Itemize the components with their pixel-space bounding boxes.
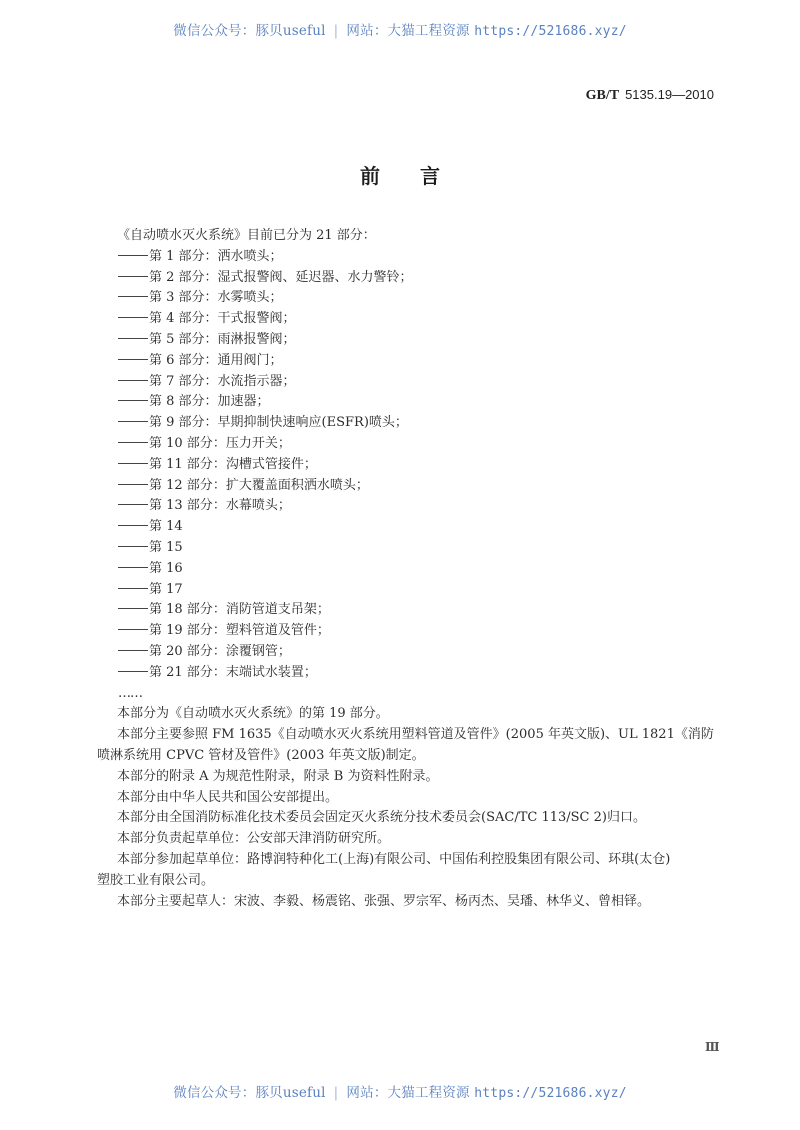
part-title: ：塑料管道及管件； bbox=[212, 623, 330, 639]
part-list-item bbox=[0, 434, 800, 455]
part-number: 第 18 部分 bbox=[149, 602, 213, 618]
part-title: ：雨淋报警阀； bbox=[204, 331, 296, 347]
watermark-url[interactable]: https://521686.xyz/ bbox=[474, 1086, 627, 1101]
part-title: ：通用阀门； bbox=[204, 352, 283, 368]
part-title: ：扩大覆盖面积洒水喷头； bbox=[212, 477, 369, 493]
page-number: Ⅲ bbox=[705, 1040, 720, 1054]
part-list-item-redacted bbox=[0, 580, 800, 601]
em-dash bbox=[118, 504, 148, 505]
part-list-item bbox=[0, 372, 800, 393]
part-list-item bbox=[0, 621, 800, 642]
em-dash bbox=[118, 317, 148, 318]
em-dash bbox=[118, 463, 148, 464]
part-number: 第 21 部分 bbox=[149, 664, 213, 680]
paragraph-participating-drafters: 本部分参加起草单位：路博润特种化工(上海)有限公司、中国佑利控股集团有限公司、环琪(太仓) bbox=[117, 851, 671, 867]
em-dash bbox=[118, 546, 148, 547]
watermark-site-label: 网站：大猫工程资源 bbox=[346, 1085, 470, 1101]
part-list-item bbox=[0, 455, 800, 476]
em-dash bbox=[118, 442, 148, 443]
em-dash bbox=[118, 671, 148, 672]
part-list-item bbox=[0, 600, 800, 621]
em-dash bbox=[118, 276, 148, 277]
part-number: 第 3 部分 bbox=[149, 290, 205, 306]
part-list-item bbox=[0, 330, 800, 351]
part-list-item-redacted bbox=[0, 517, 800, 538]
paragraph-committee: 本部分由全国消防标准化技术委员会固定灭火系统分技术委员会(SAC/TC 113/SC 2)归口。 bbox=[117, 810, 646, 826]
part-number: 第 1 部分 bbox=[149, 248, 205, 264]
em-dash bbox=[118, 400, 148, 401]
watermark-separator: | bbox=[333, 23, 339, 39]
em-dash bbox=[118, 650, 148, 651]
watermark-bottom bbox=[0, 1081, 800, 1101]
page-title: 前言 bbox=[360, 164, 480, 188]
watermark-site-label: 网站：大猫工程资源 bbox=[346, 23, 470, 39]
part-number: 第 16 bbox=[149, 560, 183, 576]
list-ellipsis: …… bbox=[118, 685, 142, 701]
part-number: 第 15 bbox=[149, 539, 183, 555]
part-title: ：压力开关； bbox=[212, 435, 291, 451]
part-list-item bbox=[0, 663, 800, 684]
part-list-item bbox=[0, 392, 800, 413]
em-dash bbox=[118, 588, 148, 589]
em-dash bbox=[118, 338, 148, 339]
part-number: 第 5 部分 bbox=[149, 331, 205, 347]
em-dash bbox=[118, 484, 148, 485]
part-title: ：湿式报警阀、延迟器、水力警铃； bbox=[204, 269, 413, 285]
document-body bbox=[0, 226, 800, 912]
em-dash bbox=[118, 629, 148, 630]
part-list-item bbox=[0, 268, 800, 289]
watermark-url[interactable]: https://521686.xyz/ bbox=[474, 24, 627, 39]
part-list-item bbox=[0, 247, 800, 268]
em-dash bbox=[118, 525, 148, 526]
part-number: 第 8 部分 bbox=[149, 394, 205, 410]
part-list-item bbox=[0, 496, 800, 517]
part-title: ：消防管道支吊架； bbox=[212, 602, 330, 618]
watermark-separator: | bbox=[333, 1085, 339, 1101]
part-number: 第 14 bbox=[149, 519, 183, 535]
part-title: ：水幕喷头； bbox=[212, 498, 291, 514]
paragraph-references-cont: 喷淋系统用 CPVC 管材及管件》(2003 年英文版)制定。 bbox=[97, 747, 425, 763]
paragraph-proposer: 本部分由中华人民共和国公安部提出。 bbox=[117, 789, 339, 805]
paragraph-part-number: 本部分为《自动喷水灭火系统》的第 19 部分。 bbox=[117, 706, 389, 722]
part-title: ：干式报警阀； bbox=[204, 311, 296, 327]
part-number: 第 12 部分 bbox=[149, 477, 213, 493]
part-title: ：涂覆钢管； bbox=[212, 643, 291, 659]
part-title: ：水雾喷头； bbox=[204, 290, 283, 306]
part-list-item-redacted bbox=[0, 559, 800, 580]
em-dash bbox=[118, 296, 148, 297]
em-dash bbox=[118, 567, 148, 568]
part-title: ：沟槽式管接件； bbox=[212, 456, 317, 472]
paragraph-references: 本部分主要参照 FM 1635《自动喷水灭火系统用塑料管道及管件》(2005 年英文版)、UL 1821《消防 bbox=[117, 727, 714, 743]
em-dash bbox=[118, 608, 148, 609]
paragraph-appendix: 本部分的附录 A 为规范性附录，附录 B 为资料性附录。 bbox=[117, 768, 439, 784]
part-title: ：末端试水装置； bbox=[212, 664, 317, 680]
em-dash bbox=[118, 255, 148, 256]
part-number: 第 13 部分 bbox=[149, 498, 213, 514]
standard-code bbox=[586, 87, 714, 104]
part-number: 第 7 部分 bbox=[149, 373, 205, 389]
watermark-top bbox=[0, 19, 800, 39]
part-number: 第 11 部分 bbox=[149, 456, 213, 472]
standard-number: 5135.19—2010 bbox=[625, 87, 714, 102]
em-dash bbox=[118, 359, 148, 360]
part-list-item bbox=[0, 413, 800, 434]
part-number: 第 2 部分 bbox=[149, 269, 205, 285]
part-title: ：洒水喷头； bbox=[204, 248, 283, 264]
part-number: 第 9 部分 bbox=[149, 415, 205, 431]
part-number: 第 20 部分 bbox=[149, 643, 213, 659]
paragraph-participating-drafters-cont: 塑胶工业有限公司。 bbox=[97, 872, 215, 888]
part-list-item bbox=[0, 476, 800, 497]
paragraph-lead-drafter: 本部分负责起草单位：公安部天津消防研究所。 bbox=[117, 831, 391, 847]
part-title: ：水流指示器； bbox=[204, 373, 296, 389]
part-number: 第 4 部分 bbox=[149, 311, 205, 327]
part-number: 第 17 bbox=[149, 581, 183, 597]
part-number: 第 6 部分 bbox=[149, 352, 205, 368]
paragraph-main-drafters: 本部分主要起草人：宋波、李毅、杨震铭、张强、罗宗军、杨丙杰、吴璠、林华义、曾相铎。 bbox=[117, 893, 651, 909]
standard-prefix: GB/T bbox=[585, 88, 620, 103]
part-list-item bbox=[0, 288, 800, 309]
part-title: ：加速器； bbox=[204, 394, 270, 410]
intro-line: 《自动喷水灭火系统》目前已分为 21 部分： bbox=[117, 228, 376, 243]
part-list-item bbox=[0, 642, 800, 663]
em-dash bbox=[118, 421, 148, 422]
watermark-wechat-label: 微信公众号：豚贝useful bbox=[173, 23, 326, 39]
em-dash bbox=[118, 380, 148, 381]
watermark-wechat-label: 微信公众号：豚贝useful bbox=[173, 1085, 326, 1101]
part-number: 第 19 部分 bbox=[149, 623, 213, 639]
part-title: ：早期抑制快速响应(ESFR)喷头； bbox=[204, 415, 408, 431]
part-list-item-redacted bbox=[0, 538, 800, 559]
part-list-item bbox=[0, 351, 800, 372]
part-list-item bbox=[0, 309, 800, 330]
part-number: 第 10 部分 bbox=[149, 435, 213, 451]
